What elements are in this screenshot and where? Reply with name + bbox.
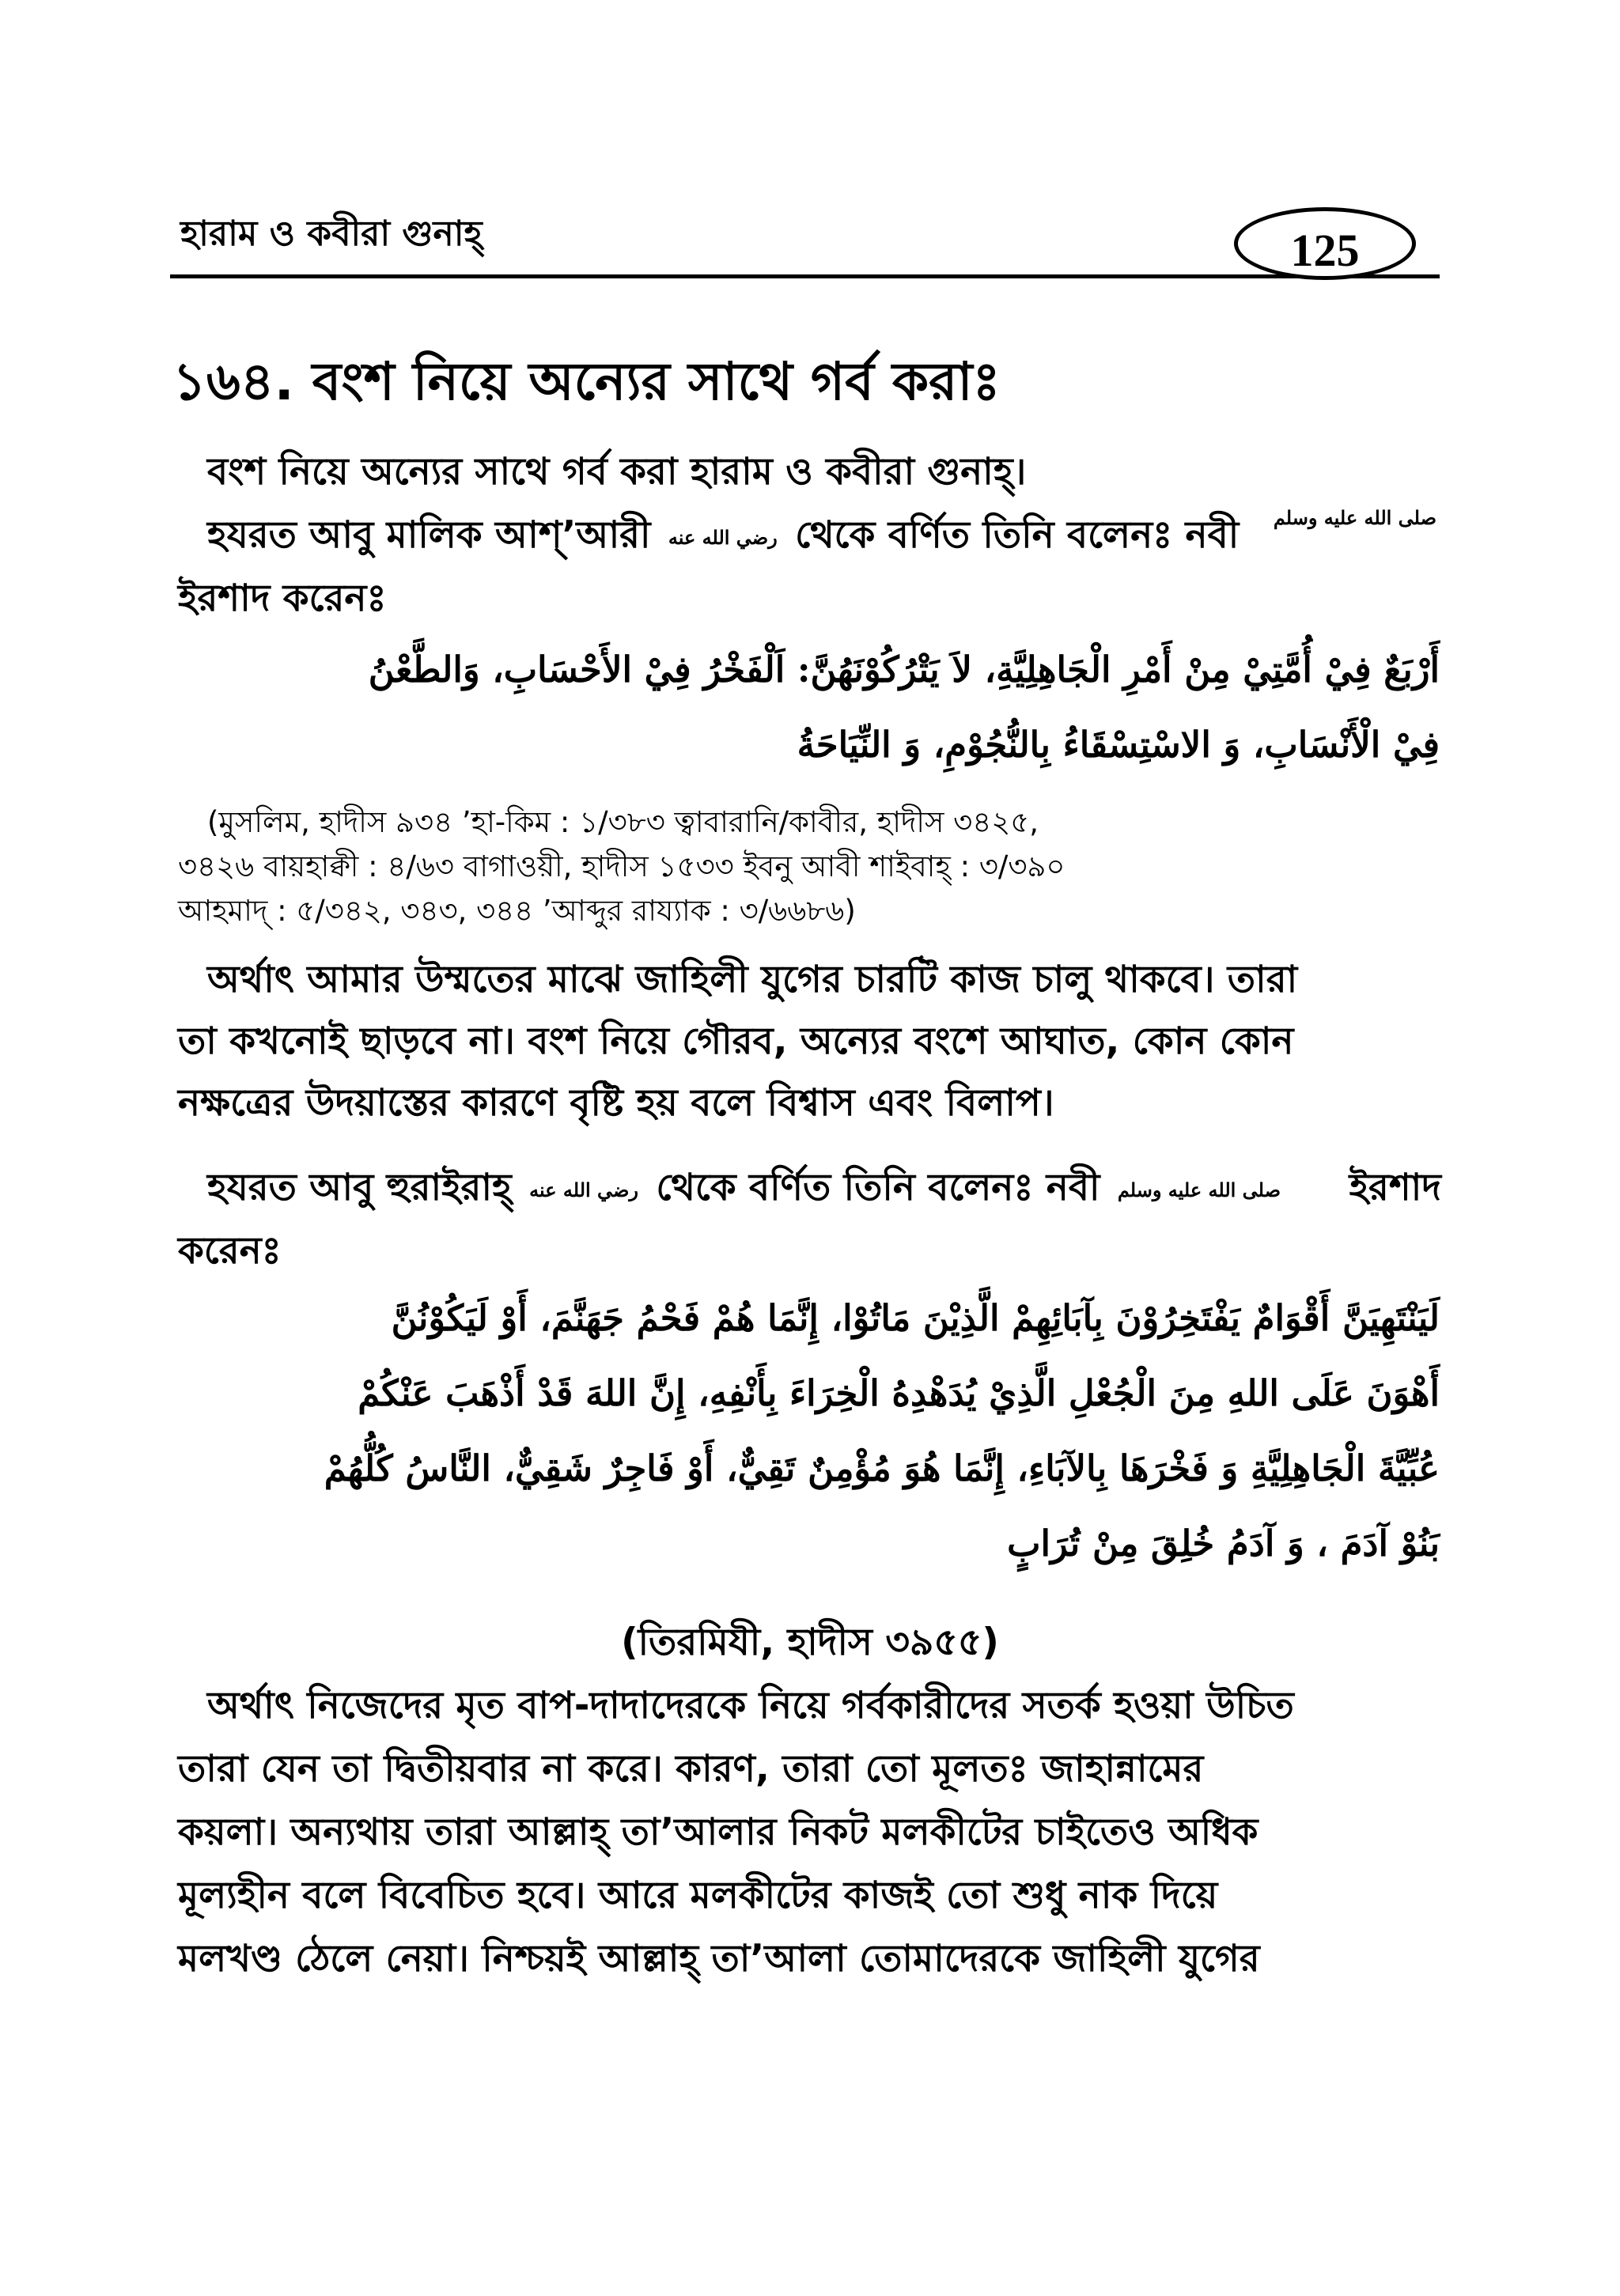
hadith2-meaning-line4: মূল্যহীন বলে বিবেচিত হবে। আরে মলকীটের কাজই তো শুধু নাক দিয়ে [178, 1874, 1218, 1917]
hadith1-reference-line2: ৩৪২৬ বায়হাক্বী : ৪/৬৩ বাগাওয়ী, হাদীস ১৫৩৩ ইবনু আবী শাইবাহ্ : ৩/৩৯০ [178, 849, 1065, 883]
section-intro: বংশ নিয়ে অন্যের সাথে গর্ব করা হারাম ও কবীরা গুনাহ্। [207, 450, 1027, 494]
radiallahu-anhu-glyph: رضي الله عنه [668, 526, 778, 549]
hadith1-reference-line1: (মুসলিম, হাদীস ৯৩৪ ’হা-কিম : ১/৩৮৩ ত্বাবারানি/কাবীর, হাদীস ৩৪২৫, [207, 805, 1039, 839]
radiallahu-anhu-glyph: رضي الله عنه [529, 1178, 638, 1201]
hadith2-narration-end: ইরশাদ [1349, 1166, 1441, 1209]
hadith2-meaning-line1: অর্থাৎ নিজেদের মৃত বাপ-দাদাদেরকে নিয়ে গর্বকারীদের সতর্ক হওয়া উচিত [207, 1684, 1294, 1727]
hadith2-narration-line2: করেনঃ [178, 1229, 282, 1273]
sallallahu-alaihi-wasallam-glyph: صلى الله عليه وسلم [1117, 1178, 1281, 1201]
hadith2-meaning-line3: কয়লা। অন্যথায় তারা আল্লাহ্ তা’আলার নিকট মলকীটের চাইতেও অধিক [178, 1810, 1259, 1854]
hadith2-meaning-line5: মলখণ্ড ঠেলে নেয়া। নিশ্চয়ই আল্লাহ্ তা’আলা তোমাদেরকে জাহিলী যুগের [178, 1937, 1260, 1980]
sallallahu-alaihi-wasallam-glyph: صلى الله عليه وسلم [1273, 506, 1436, 529]
hadith1-arabic-line2: فِيْ الْأَنْسَابِ، وَ الاسْتِسْقَاءُ بِالنُّجُوْمِ، وَ النِّيَاحَةُ [797, 724, 1440, 766]
hadith1-narration-line2: ইরশাদ করেনঃ [178, 577, 387, 620]
page-number: 125 [1290, 225, 1360, 276]
hadith2-meaning-line2: তারা যেন তা দ্বিতীয়বার না করে। কারণ, তারা তো মূলতঃ জাহান্নামের [178, 1747, 1204, 1791]
hadith2-arabic-line4: بَنُوْ آدَمَ ، وَ آدَمُ خُلِقَ مِنْ تُرَابٍ [1007, 1522, 1440, 1564]
hadith1-meaning-line3: নক্ষত্রের উদয়াস্তের কারণে বৃষ্টি হয় বলে বিশ্বাস এবং বিলাপ। [178, 1081, 1054, 1125]
hadith2-narration [207, 1159, 1441, 1220]
hadith1-meaning-line2: তা কখনোই ছাড়বে না। বংশ নিয়ে গৌরব, অন্যের বংশে আঘাত, কোন কোন [178, 1019, 1294, 1063]
hadith1-meaning-line1: অর্থাৎ আমার উম্মতের মাঝে জাহিলী যুগের চারটি কাজ চালু থাকবে। তারা [207, 958, 1298, 1001]
hadith1-reference-line3: আহমাদ্ : ৫/৩৪২, ৩৪৩, ৩৪৪ ’আব্দুর রায্যাক : ৩/৬৬৮৬) [178, 894, 856, 928]
hadith2-arabic-line2: أَهْوَنَ عَلَى اللهِ مِنَ الْجُعْلِ الَّذِيْ يُدَهْدِهُ الْخِرَاءَ بِأَنْفِهِ، إِنَّ اللهَ قَدْ أَذْهَبَ عَنْكُمْ [358, 1372, 1440, 1414]
hadith1-narrator-text: হযরত আবু মালিক আশ্’আরী [207, 513, 651, 557]
page-number-badge [1234, 207, 1416, 280]
section-title: ১৬৪. বংশ নিয়ে অন্যের সাথে গর্ব করাঃ [172, 351, 1001, 412]
hadith2-reference: (তিরমিযী, হাদীস ৩৯৫৫) [621, 1621, 999, 1664]
running-header-title: হারাম ও কবীরা গুনাহ্ [180, 214, 483, 254]
hadith2-narrator-text: হযরত আবু হুরাইরাহ্ [207, 1166, 512, 1209]
hadith1-narration [207, 506, 1441, 568]
hadith1-arabic-line1: أَرْبَعٌ فِيْ أُمَّتِيْ مِنْ أَمْرِ الْجَاهِلِيَّةِ، لاَ يَتْرُكُوْنَهُنَّ: اَلْفَخْرُ فِيْ الأَحْسَابِ، وَالطَّعْنُ [368, 649, 1440, 690]
hadith2-arabic-line1: لَيَنْتَهِيَنَّ أَقْوَامٌ يَفْتَخِرُوْنَ بِآبَائِهِمْ الَّذِيْنَ مَاتُوْا، إِنَّمَا هُمْ فَحْمُ جَهَنَّمَ، أَوْ لَيَكُوْنُنَّ [391, 1297, 1440, 1339]
hadith2-arabic-line3: عُبِّيَّةَ الْجَاهِلِيَّةِ وَ فَخْرَهَا بِالآبَاءِ، إِنَّمَا هُوَ مُؤْمِنٌ تَقِيٌّ، أَوْ فَاجِرٌ شَقِيٌّ، النَّاسُ كُلُّهُمْ [324, 1447, 1440, 1489]
hadith2-narration-text: থেকে বর্ণিত তিনি বলেনঃ নবী [656, 1166, 1100, 1209]
hadith1-narration-text: থেকে বর্ণিত তিনি বলেনঃ নবী [795, 513, 1240, 557]
